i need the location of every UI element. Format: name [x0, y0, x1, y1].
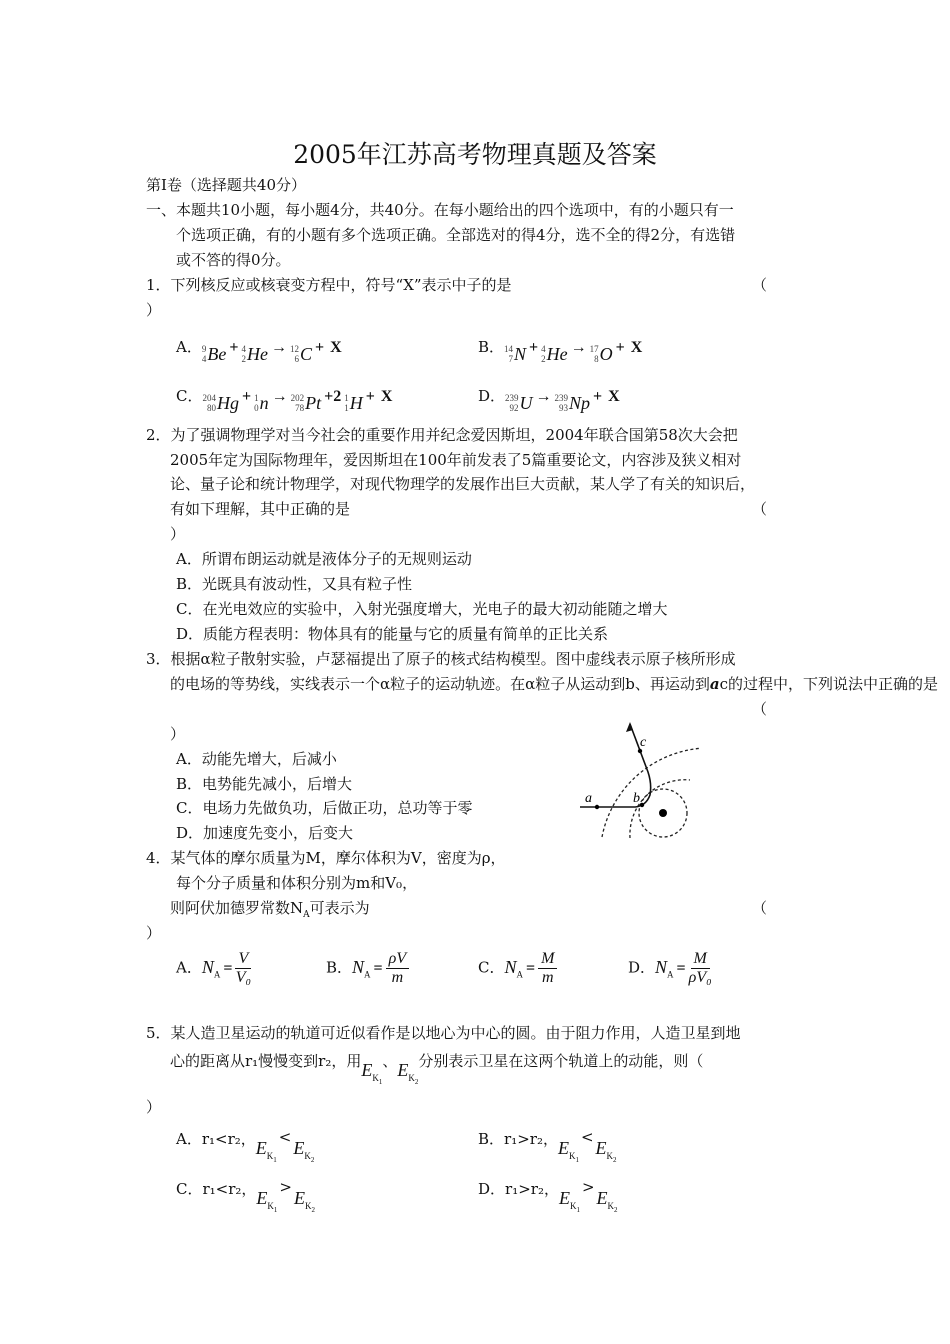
- ek-slot: [397, 1052, 419, 1086]
- formula-lhs: N: [352, 956, 365, 977]
- equation-operator: +: [529, 339, 539, 356]
- nuclide: [541, 344, 568, 364]
- nuclide-numbers: [241, 344, 246, 364]
- orbit-index: 2: [613, 1155, 617, 1164]
- mass-number: 12: [289, 344, 299, 354]
- nuclide: [504, 344, 526, 364]
- element-symbol: n: [259, 393, 269, 413]
- q4-stem-part: 则阿伏加德罗常数N: [170, 899, 304, 917]
- nuclide: [590, 344, 613, 364]
- nuclear-equation: [201, 336, 345, 364]
- equation-operator: X: [630, 339, 643, 356]
- k-label: K: [408, 1072, 415, 1083]
- equals-sign: =: [223, 959, 233, 977]
- q5-option-d: [478, 1178, 618, 1214]
- fraction: [235, 950, 251, 987]
- option-label: C．r₁<r₂，: [176, 1180, 257, 1198]
- q5-stem-part: 心的距离从r₁慢慢变到r₂，用: [170, 1052, 362, 1070]
- point-a-label: a: [709, 675, 720, 693]
- mass-number: 4: [541, 344, 546, 354]
- denominator: m: [542, 969, 554, 986]
- answer-paren-open: （: [752, 276, 768, 294]
- formula-subscript: A: [364, 969, 371, 980]
- k-label: K: [304, 1150, 311, 1161]
- option-label: D．: [478, 387, 506, 405]
- q5-stem: [170, 1050, 704, 1086]
- element-symbol: Pt: [305, 393, 322, 413]
- q1-stem: 1．下列核反应或核衰变方程中，符号“X”表示中子的是: [146, 276, 512, 294]
- q2-option-c: C．在光电效应的实验中，入射光强度增大，光电子的最大初动能随之增大: [176, 600, 668, 618]
- atomic-number: 1: [344, 403, 349, 413]
- nuclide-numbers: [344, 393, 349, 413]
- avogadro-formula: [655, 950, 712, 986]
- q1-option-d: [478, 385, 623, 413]
- atomic-number: 0: [254, 403, 259, 413]
- atomic-number: 8: [594, 354, 599, 364]
- q5-option-b: [478, 1128, 617, 1164]
- option-label: D．: [628, 958, 656, 977]
- answer-paren-open: （: [752, 500, 768, 518]
- orbit-index: 2: [311, 1205, 315, 1214]
- numerator: M: [691, 950, 710, 969]
- energy-subscript: [267, 1200, 278, 1214]
- q3-stem-part: 的电场的等势线，实线表示一个α粒子的运动轨迹。在α粒子从: [170, 675, 581, 693]
- kinetic-energy-symbol: [597, 1188, 618, 1219]
- energy-symbol: E: [361, 1060, 373, 1080]
- relation-sign: >: [279, 1178, 292, 1196]
- option-label: A．r₁<r₂，: [176, 1130, 256, 1148]
- atomic-number: 2: [241, 354, 246, 364]
- q5-stem: 5．某人造卫星运动的轨道可近似看作是以地心为中心的圆。由于阻力作用，人造卫星到地: [146, 1024, 741, 1042]
- point-c-label: c: [640, 735, 647, 750]
- q2-stem: 2005年定为国际物理年，爱因斯坦在100年前发表了5篇重要论文，内容涉及狭义相对: [170, 451, 742, 469]
- element-symbol: C: [299, 344, 312, 364]
- orbit-index: 1: [273, 1155, 277, 1164]
- equation-operator: +: [314, 339, 325, 356]
- nuclide-numbers: [541, 344, 546, 364]
- orbit-index: 2: [310, 1155, 315, 1164]
- point-b-label: b: [633, 791, 640, 806]
- point-a-label: a: [585, 791, 592, 806]
- k-label: K: [372, 1072, 379, 1083]
- fraction: [689, 950, 712, 987]
- answer-paren-close: ）: [146, 301, 162, 319]
- section-heading: 第Ⅰ卷（选择题共40分）: [146, 176, 307, 194]
- equation-operator: X: [330, 339, 342, 356]
- equation-operator: →: [271, 388, 288, 405]
- orbit-index: 1: [576, 1205, 580, 1214]
- energy-subscript: [266, 1150, 277, 1164]
- answer-paren-open: （: [752, 700, 768, 718]
- equals-sign: =: [526, 959, 536, 977]
- q2-stem: 论、量子论和统计物理学，对现代物理学的发展作出巨大贡献，某人学了有关的知识后，: [170, 475, 756, 493]
- q3-stem: [170, 674, 938, 694]
- equation-operator: +: [229, 339, 239, 356]
- element-symbol: O: [599, 344, 613, 364]
- nuclide-numbers: [254, 393, 259, 413]
- option-label: B．: [478, 338, 505, 356]
- kinetic-energy-symbol: [256, 1138, 277, 1169]
- q4-option-d: [628, 950, 712, 987]
- q5-stem-part: 分别表示卫星在这两个轨道上的动能，则（: [418, 1052, 704, 1070]
- k-label: K: [606, 1150, 614, 1161]
- k-label: K: [569, 1200, 577, 1211]
- mass-number: 1: [344, 393, 349, 403]
- nuclide: [290, 344, 312, 364]
- q4-stem-part: 可表示为: [309, 899, 370, 917]
- energy-symbol: E: [596, 1188, 608, 1208]
- mass-number: 9: [201, 344, 207, 354]
- equation-operator: →: [535, 388, 552, 405]
- orbit-index: 2: [414, 1077, 419, 1086]
- numerator: ρV: [386, 950, 409, 969]
- fraction: [538, 950, 557, 987]
- energy-subscript: [372, 1072, 383, 1086]
- q3-option-c: C．电场力先做负功，后做正功，总功等于零: [176, 799, 473, 817]
- equation-operator: +: [615, 339, 625, 356]
- instructions-line: 个选项正确，有的小题有多个选项正确。全部选对的得4分，选不全的得2分，有选错: [176, 226, 736, 244]
- option-label: B．: [326, 958, 353, 977]
- formula-subscript: A: [667, 969, 674, 980]
- equation-operator: X: [380, 388, 393, 405]
- orbit-index: 1: [575, 1155, 579, 1164]
- alpha-scattering-figure: [570, 710, 700, 850]
- kinetic-energy-symbol: [559, 1188, 580, 1219]
- nuclear-equation: [202, 385, 395, 413]
- kinetic-energy-symbol: [596, 1138, 617, 1169]
- k-label: K: [267, 1200, 274, 1211]
- nuclide: [241, 344, 268, 364]
- energy-symbol: E: [558, 1188, 570, 1208]
- equation-operator: →: [570, 339, 587, 356]
- answer-paren-close: ）: [146, 924, 162, 942]
- mass-number: 4: [241, 344, 246, 354]
- q4-option-c: [478, 950, 557, 987]
- q5-stem-part: 、: [382, 1052, 398, 1070]
- q4-option-b: [326, 950, 409, 987]
- answer-paren-close: ）: [146, 1098, 162, 1116]
- element-symbol: U: [519, 393, 533, 413]
- avogadro-formula: [504, 950, 557, 986]
- element-symbol: Be: [207, 344, 227, 364]
- q1-option-c: [176, 385, 395, 413]
- kinetic-energy-symbol: [558, 1138, 579, 1169]
- option-label: A．: [176, 958, 202, 977]
- q1-option-b: [478, 336, 645, 364]
- nuclide: [254, 393, 269, 413]
- relation-sign: <: [580, 1128, 594, 1146]
- mass-number: 14: [504, 344, 514, 354]
- denominator: m: [391, 969, 404, 986]
- nuclide-numbers: [290, 344, 299, 364]
- nuclide: [505, 393, 533, 413]
- equation-operator: +: [365, 388, 375, 405]
- q2-stem: 有如下理解，其中正确的是: [170, 500, 351, 518]
- avogadro-formula: [352, 950, 409, 986]
- nuclear-equation: [505, 385, 623, 413]
- atomic-number: 4: [201, 354, 207, 364]
- nuclide: [291, 393, 322, 413]
- energy-symbol: E: [595, 1138, 607, 1158]
- nuclide-numbers: [504, 344, 513, 364]
- atomic-number: 6: [294, 354, 299, 364]
- nuclide: [555, 393, 591, 413]
- mass-number: 202: [290, 393, 305, 403]
- element-symbol: He: [546, 344, 568, 364]
- instructions-line: 一、本题共10小题，每小题4分，共40分。在每小题给出的四个选项中，有的小题只有一: [146, 201, 734, 219]
- atomic-number: 93: [559, 403, 569, 413]
- kinetic-energy-symbol: [397, 1060, 418, 1091]
- ek-slot: [361, 1052, 383, 1086]
- q4-stem: 4．某气体的摩尔质量为M，摩尔体积为V，密度为ρ，: [146, 849, 506, 867]
- nucleus-icon: [659, 809, 667, 817]
- nuclide: [202, 344, 226, 364]
- formula-subscript: A: [213, 969, 221, 980]
- relation-sign: >: [581, 1178, 595, 1196]
- page-title: 2005年江苏高考物理真题及答案: [293, 140, 657, 169]
- q2-stem: 2．为了强调物理学对当今社会的重要作用并纪念爱因斯坦，2004年联合国第58次大会把: [146, 426, 738, 444]
- energy-subscript: [607, 1200, 618, 1214]
- q5-option-c: [176, 1178, 315, 1214]
- kinetic-energy-symbol: [256, 1188, 277, 1219]
- mass-number: 1: [254, 393, 259, 403]
- nuclear-equation: [504, 336, 645, 364]
- k-label: K: [568, 1150, 576, 1161]
- numerator: V: [235, 950, 251, 969]
- answer-paren-close: ）: [170, 525, 186, 543]
- kinetic-energy-symbol: [294, 1188, 315, 1219]
- formula-lhs: N: [201, 956, 214, 977]
- q2-option-b: B．光既具有波动性，又具有粒子性: [176, 575, 413, 593]
- q4-stem-sub: A: [303, 910, 310, 920]
- k-label: K: [266, 1150, 274, 1161]
- option-label: D．r₁>r₂，: [478, 1180, 559, 1198]
- k-label: K: [305, 1200, 312, 1211]
- avogadro-formula: [201, 950, 252, 986]
- option-label: A．: [176, 338, 202, 356]
- formula-subscript: A: [516, 969, 523, 980]
- kinetic-energy-symbol: [361, 1060, 382, 1091]
- element-symbol: He: [246, 344, 268, 364]
- nuclide-numbers: [590, 344, 599, 364]
- q3-stem-part: c的过程中，下列说法中正确的是: [719, 675, 939, 693]
- fraction: [386, 950, 409, 987]
- nuclide-numbers: [202, 393, 216, 413]
- denominator: ρV₀: [688, 969, 712, 986]
- equals-sign: =: [676, 959, 686, 977]
- nuclide-numbers: [555, 393, 569, 413]
- atomic-number: 2: [541, 354, 546, 364]
- nuclide: [344, 393, 363, 413]
- element-symbol: H: [349, 393, 363, 413]
- answer-paren-close: ）: [170, 725, 186, 743]
- nuclide-numbers: [291, 393, 305, 413]
- q2-option-d: D．质能方程表明：物体具有的能量与它的质量有简单的正比关系: [176, 625, 609, 643]
- mass-number: 239: [505, 393, 519, 403]
- q3-option-b: B．电势能先减小，后增大: [176, 775, 353, 793]
- formula-lhs: N: [504, 956, 517, 977]
- mass-number: 204: [202, 393, 216, 403]
- denominator: V₀: [235, 969, 252, 986]
- energy-symbol: E: [256, 1188, 268, 1208]
- relation-sign: <: [278, 1128, 292, 1146]
- q4-stem: 每个分子质量和体积分别为m和V₀，: [176, 874, 418, 892]
- energy-subscript: [304, 1150, 315, 1164]
- energy-symbol: E: [294, 1188, 305, 1208]
- answer-paren-open: （: [752, 899, 768, 917]
- q3-option-a: A．动能先增大，后减小: [176, 750, 337, 768]
- energy-symbol: E: [293, 1138, 305, 1158]
- nuclide-numbers: [202, 344, 207, 364]
- energy-symbol: E: [255, 1138, 267, 1158]
- kinetic-energy-symbol: [293, 1138, 314, 1169]
- mass-number: 17: [589, 344, 599, 354]
- orbit-index: 2: [614, 1205, 618, 1214]
- nuclide: [202, 393, 239, 413]
- option-label: C．: [478, 958, 505, 977]
- orbit-index: 1: [273, 1205, 278, 1214]
- q3-stem-part: 运动到b、再运动到: [580, 675, 710, 693]
- energy-symbol: E: [557, 1138, 569, 1158]
- q1-option-a: [176, 336, 345, 364]
- numerator: M: [538, 950, 557, 969]
- element-symbol: Hg: [216, 393, 239, 413]
- atomic-number: 78: [295, 403, 305, 413]
- q3-option-d: D．加速度先变小，后变大: [176, 824, 354, 842]
- q3-stem: 3．根据α粒子散射实验，卢瑟福提出了原子的核式结构模型。图中虚线表示原子核所形成: [146, 650, 736, 668]
- energy-subscript: [569, 1200, 580, 1214]
- element-symbol: Np: [569, 393, 591, 413]
- orbit-index: 1: [378, 1077, 383, 1086]
- atomic-number: 92: [509, 403, 519, 413]
- q2-option-a: A．所谓布朗运动就是液体分子的无规则运动: [176, 550, 472, 568]
- equation-operator: +: [241, 388, 252, 405]
- energy-subscript: [568, 1150, 579, 1164]
- equation-operator: X: [608, 388, 620, 405]
- equation-operator: →: [270, 339, 287, 356]
- q4-stem: [170, 898, 370, 925]
- energy-subscript: [606, 1150, 617, 1164]
- option-label: B．r₁>r₂，: [478, 1130, 558, 1148]
- equation-operator: +: [593, 388, 603, 405]
- energy-subscript: [305, 1200, 315, 1214]
- atomic-number: 80: [206, 403, 216, 413]
- formula-lhs: N: [655, 956, 668, 977]
- equation-operator: +2: [324, 388, 342, 405]
- energy-subscript: [408, 1072, 419, 1086]
- mass-number: 239: [554, 393, 569, 403]
- instructions-line: 或不答的得0分。: [176, 251, 291, 269]
- equals-sign: =: [373, 959, 383, 977]
- q5-option-a: [176, 1128, 315, 1164]
- nuclide-numbers: [505, 393, 519, 413]
- atomic-number: 7: [508, 354, 514, 364]
- k-label: K: [607, 1200, 615, 1211]
- element-symbol: N: [514, 344, 527, 364]
- energy-symbol: E: [397, 1060, 409, 1080]
- option-label: C．: [176, 387, 203, 405]
- q4-option-a: [176, 950, 251, 987]
